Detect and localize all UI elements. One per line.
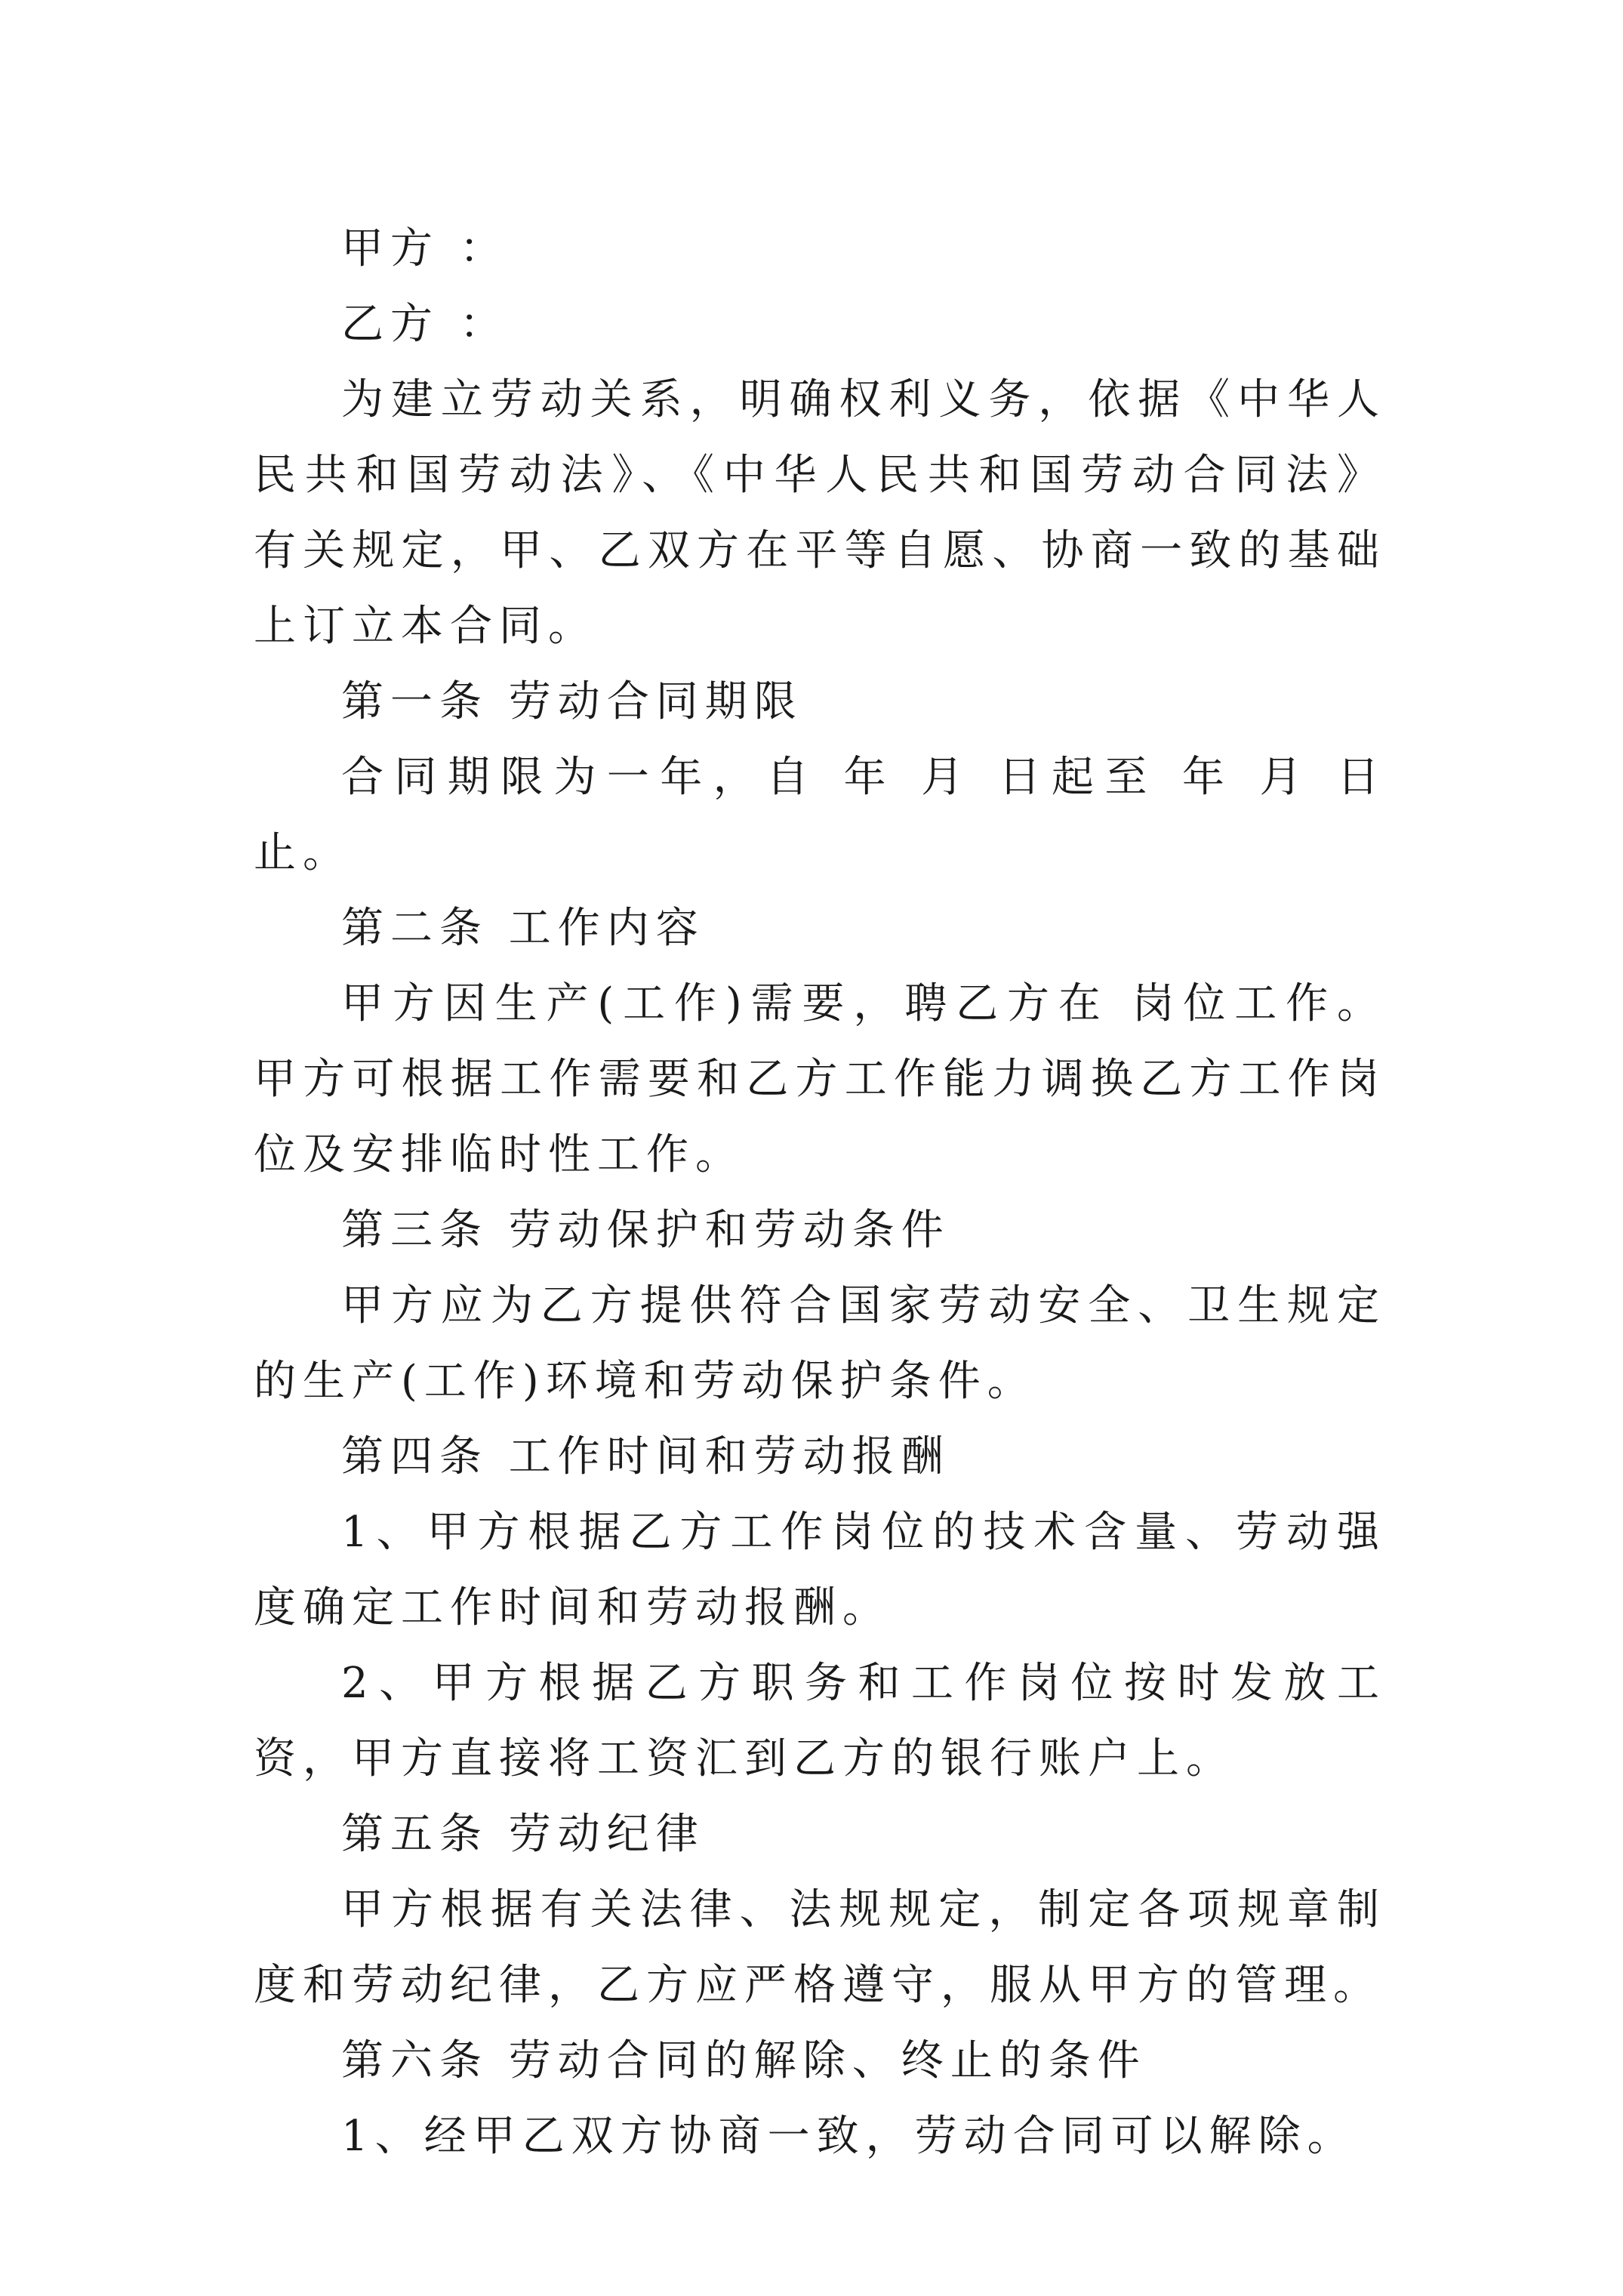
article-6-heading: 第六条 劳动合同的解除、终止的条件 bbox=[341, 2036, 1147, 2085]
party-b-line: 乙方 ： bbox=[341, 300, 509, 349]
article-2-heading: 第二条 工作内容 bbox=[341, 904, 705, 953]
article-3-text: 甲方应为乙方提供符合国家劳动安全、卫生规定的生产(工作)环境和劳动保护条件。 bbox=[254, 1281, 1386, 1406]
article-4-clause-2: 2、甲方根据乙方职务和工作岗位按时发放工资，甲方直接将工资汇到乙方的银行账户上。 bbox=[254, 1659, 1386, 1783]
article-4-heading: 第四条 工作时间和劳动报酬 bbox=[341, 1432, 950, 1481]
article-5-heading: 第五条 劳动纪律 bbox=[341, 1810, 705, 1859]
article-4-clause-1: 1、甲方根据乙方工作岗位的技术含量、劳动强度确定工作时间和劳动报酬。 bbox=[254, 1508, 1386, 1632]
party-a-line: 甲方 ： bbox=[341, 224, 509, 273]
contract-body bbox=[254, 211, 1386, 2174]
preamble-paragraph: 为建立劳动关系，明确权利义务，依据《中华人民共和国劳动法》、《中华人民共和国劳动合同法》有关规定，甲、乙双方在平等自愿、协商一致的基础上订立本合同。 bbox=[254, 375, 1386, 651]
article-1-text: 合同期限为一年，自 年 月 日起至 年 月 日止。 bbox=[254, 753, 1386, 877]
article-5-text: 甲方根据有关法律、法规规定，制定各项规章制度和劳动纪律，乙方应严格遵守，服从甲方的管理。 bbox=[254, 1885, 1386, 2010]
article-6-clause-1: 1、经甲乙双方协商一致，劳动合同可以解除。 bbox=[341, 2112, 1357, 2161]
article-3-heading: 第三条 劳动保护和劳动条件 bbox=[341, 1206, 950, 1255]
article-2-text: 甲方因生产(工作)需要，聘乙方在 岗位工作。甲方可根据工作需要和乙方工作能力调换乙方工作岗位及安排临时性工作。 bbox=[254, 979, 1386, 1179]
article-1-heading: 第一条 劳动合同期限 bbox=[341, 677, 803, 726]
